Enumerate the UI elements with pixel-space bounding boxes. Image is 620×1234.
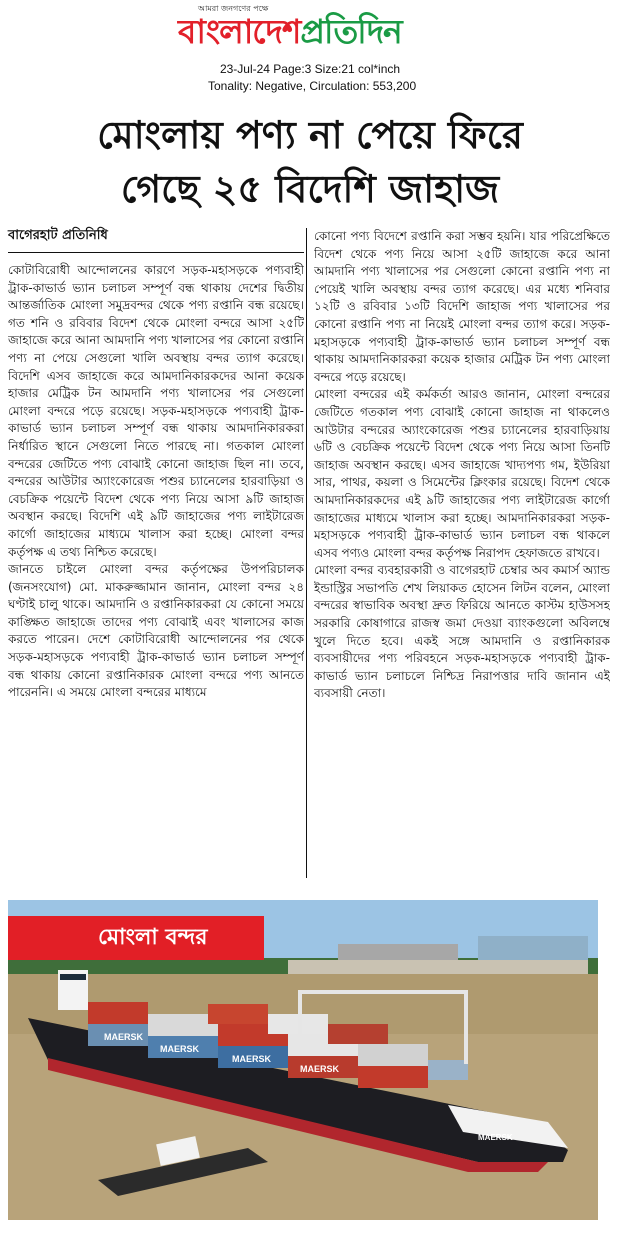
article-column-2: [314, 228, 610, 878]
headline-line1: মোংলায় পণ্য না পেয়ে ফিরে: [97, 113, 523, 157]
logo-part-protidin: প্রতিদিন: [300, 12, 402, 51]
container-text: MAERSK: [300, 1064, 340, 1074]
ship-crane: [298, 990, 302, 1034]
paragraph: কোটাবিরোধী আন্দোলনের কারণে সড়ক-মহাসড়কে পণ্যবাহী ট্রাক-কাভার্ড ভ্যান চলাচল সম্পূর্ণ বন্ধ থাকায় দেশের দ্বিতীয় আন্তর্জাতিক মোংলা সমুদ্রবন্দর থেকে পণ্য রপ্তানি বন্ধ রয়েছে। গত শনি ও রবিবার বিদেশ থেকে মোংলা বন্দরে আসা ২৫টি জাহাজে করে আনা আমদানি পণ্য খালাসের পর কোনো রপ্তানি পণ্য না পেয়ে সেগুলো খালি অবস্থায় বন্দর ত্যাগ করেছে। বিদেশি এসব জাহাজে করে আমদানিকারকদের আনা কয়েক হাজার মেট্রিক টন আমদানি পণ্য খালাসের পর সেগুলো মোংলা বন্দরে পড়ে রয়েছে। সড়ক-মহাসড়কে পণ্যবাহী ট্রাক-কাভার্ড ভ্যান চলাচল সম্পূর্ণ বন্ধ থাকায় আমদানিকারকরা নির্ধারিত স্থানে সেগুলো নিতে পারছে না। গতকাল মোংলা বন্দরের জেটিতে পণ্য বোঝাই কোনো জাহাজ ছিল না। তবে, বন্দরের আউটার অ্যাংকোরেজ পশুর চ্যানেলের হারবাড়িয়া ও বেচক্রিক পয়েন্টে বিদেশ থেকে পণ্য নিয়ে আসা ৯টি জাহাজ অবস্থান করছে। বিদেশি এই ৯টি জাহাজের পণ্য লাইটারেজ কার্গো জাহাজের মাধ্যমে খালাস করা হচ্ছে। মোংলা বন্দর কর্তৃপক্ষ এ তথ্য নিশ্চিত করেছে।: [8, 263, 304, 559]
clip-meta-line1: 23-Jul-24 Page:3 Size:21 col*inch: [219, 62, 401, 76]
container-text: MAERSK: [160, 1044, 200, 1054]
masthead-tagline: আমরা জনগণের পক্ষে: [198, 4, 269, 13]
container-text: MAERSK: [104, 1032, 144, 1042]
container-text: MAERSK: [232, 1054, 272, 1064]
paragraph: কোনো পণ্য বিদেশে রপ্তানি করা সম্ভব হয়নি। যার পরিপ্রেক্ষিতে বিদেশ থেকে পণ্য নিয়ে আসা ২৫টি জাহাজে করে আনা আমদানি পণ্য খালাসের পর সেগুলো কোনো রপ্তানি পণ্য না পেয়েই খালি অবস্থায় বন্দর ত্যাগ করেছে। এর মধ্যে শনিবার ১২টি ও রবিবার ১৩টি বিদেশি জাহাজ পণ্য খালাসের পর কোনো রপ্তানি পণ্য না নিয়েই মোংলা বন্দর ত্যাগ করে। সড়ক-মহাসড়কে পণ্যবাহী ট্রাক-কাভার্ড ভ্যান চলাচল সম্পূর্ণ বন্ধ থাকায় আমদানিকারকরা কয়েক হাজার মেট্রিক টন পণ্য মোংলা বন্দরে পড়ে রয়েছে।: [314, 229, 610, 384]
port-photo: [8, 900, 598, 1220]
paragraph: মোংলা বন্দর ব্যবহারকারী ও বাগেরহাট চেম্বার অব কমার্স অ্যান্ড ইন্ডাস্ট্রির সভাপতি শেখ লিয়াকত হোসেন লিটন বলেন, মোংলা বন্দরের স্বাভাবিক অবস্থা দ্রুত ফিরিয়ে আনতে কাস্টম হাউসসহ সরকারি কোষাগারে রাজস্ব জমা দেওয়া ব্যাংকগুলো অবিলম্বে খুলে দিতে হবে। একই সঙ্গে আমদানি ও রপ্তানিকারক ব্যবসায়ীদের পণ্য পরিবহনে সড়ক-মহাসড়কে পণ্যবাহী ট্রাক-কাভার্ড ভ্যান চলাচলে নিশ্চিদ্র নিরাপত্তার দাবি জানান এই ব্যবসায়ী নেতা।: [314, 563, 610, 701]
masthead: [0, 0, 620, 60]
photo-label: মোংলা বন্দর: [8, 916, 264, 960]
column-divider: [306, 228, 307, 878]
clip-meta-line2: Tonality: Negative, Circulation: 553,200: [208, 79, 417, 93]
paragraph: জানতে চাইলে মোংলা বন্দর কর্তৃপক্ষের উপপরিচালক (জনসংযোগ) মো. মাকরুজ্জামান জানান, মোংলা বন্দর ২৪ ঘণ্টাই চালু থাকে। আমদানি ও রপ্তানিকারকরা যে কোনো সময়ে কাঙ্ক্ষিত জাহাজে তাদের পণ্য বোঝাই এবং খালাসের কাজ করতে পারেন। দেশে কোটাবিরোধী আন্দোলনের পর থেকে সড়ক-মহাসড়কে পণ্যবাহী ট্রাক-কাভার্ড ভ্যান চলাচল সম্পূর্ণ বন্ধ থাকায় কোনো রপ্তানিকারক মোংলা বন্দরে পণ্য আনতে পারেননি। এ সময়ে মোংলা বন্দরের মাধ্যমে: [8, 562, 304, 700]
headline-line2: গেছে ২৫ বিদেশি জাহাজ: [120, 167, 500, 211]
article-headline: [20, 108, 600, 216]
byline: বাগেরহাট প্রতিনিধি: [8, 228, 108, 243]
jetty: [288, 960, 588, 974]
byline-rule: [8, 252, 304, 253]
ship-name: MAERSK: [478, 1133, 513, 1142]
article-column-1: [8, 262, 304, 877]
newspaper-logo: [178, 12, 402, 52]
logo-part-bangladesh: বাংলাদেশ: [178, 12, 301, 51]
paragraph: মোংলা বন্দরের এই কর্মকর্তা আরও জানান, মোংলা বন্দরের জেটিতে গতকাল পণ্য বোঝাই কোনো জাহাজ না থাকলেও আউটার বন্দরের অ্যাংকোরেজ পশুর চ্যানেলের হারবাড়িয়ায় ৬টি ও বেচক্রিক পয়েন্টে বিদেশ থেকে পণ্য নিয়ে আসা তিনটি জাহাজ অবস্থান করছে। এসব জাহাজে খাদ্যপণ্য গম, ইউরিয়া সার, পাথর, কয়লা ও সিমেন্টের ক্লিংকার রয়েছে। বিদেশ থেকে আমদানিকারকদের এই ৯টি জাহাজের পণ্য লাইটারেজ কার্গো জাহাজের মাধ্যমে খালাস করা হচ্ছে। আমদানিকারকরা সড়ক-মহাসড়কে পণ্যবাহী ট্রাক-কাভার্ড ভ্যান চলাচল বন্ধ থাকলে এসব পণ্যও মোংলা বন্দর কর্তৃপক্ষ নিরাপদ হেফাজতে রাখবে।: [314, 387, 610, 560]
